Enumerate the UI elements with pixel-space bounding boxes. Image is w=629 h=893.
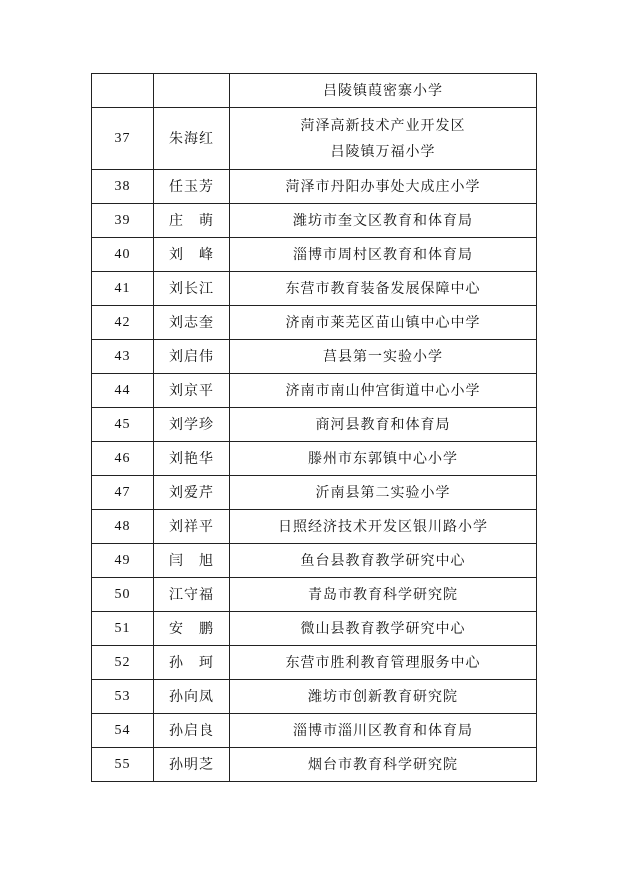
row-number: 54 (92, 714, 154, 748)
row-unit: 青岛市教育科学研究院 (230, 578, 537, 612)
table-row-continuation (92, 74, 537, 108)
roster-table (91, 73, 537, 782)
row-number: 38 (92, 170, 154, 204)
row-number: 55 (92, 748, 154, 782)
table-row (92, 612, 537, 646)
row-number: 52 (92, 646, 154, 680)
row-number: 51 (92, 612, 154, 646)
row-name (154, 74, 230, 108)
row-unit (230, 108, 537, 170)
row-name: 刘启伟 (154, 340, 230, 374)
row-name: 闫 旭 (154, 544, 230, 578)
row-number: 43 (92, 340, 154, 374)
table-row (92, 374, 537, 408)
row-number: 50 (92, 578, 154, 612)
row-unit: 菏泽市丹阳办事处大成庄小学 (230, 170, 537, 204)
row-unit: 淄博市周村区教育和体育局 (230, 238, 537, 272)
row-name: 刘志奎 (154, 306, 230, 340)
row-unit: 济南市莱芜区苗山镇中心中学 (230, 306, 537, 340)
row-unit: 莒县第一实验小学 (230, 340, 537, 374)
row-name: 刘 峰 (154, 238, 230, 272)
row-name: 孙明芝 (154, 748, 230, 782)
row-unit: 鱼台县教育教学研究中心 (230, 544, 537, 578)
table-row (92, 646, 537, 680)
row-name: 任玉芳 (154, 170, 230, 204)
row-unit: 微山县教育教学研究中心 (230, 612, 537, 646)
row-number: 37 (92, 108, 154, 170)
roster-table-body (92, 74, 537, 782)
row-unit: 沂南县第二实验小学 (230, 476, 537, 510)
row-number: 41 (92, 272, 154, 306)
row-unit: 商河县教育和体育局 (230, 408, 537, 442)
row-unit: 日照经济技术开发区银川路小学 (230, 510, 537, 544)
table-row (92, 408, 537, 442)
row-name: 刘艳华 (154, 442, 230, 476)
table-row (92, 714, 537, 748)
table-row (92, 544, 537, 578)
table-row (92, 306, 537, 340)
row-unit: 济南市南山仲宫街道中心小学 (230, 374, 537, 408)
table-row (92, 340, 537, 374)
table-row (92, 748, 537, 782)
row-name: 刘祥平 (154, 510, 230, 544)
row-number: 53 (92, 680, 154, 714)
table-row (92, 578, 537, 612)
row-unit: 淄博市淄川区教育和体育局 (230, 714, 537, 748)
row-name: 孙启良 (154, 714, 230, 748)
row-name: 江守福 (154, 578, 230, 612)
table-row (92, 272, 537, 306)
table-row (92, 680, 537, 714)
row-name: 孙向凤 (154, 680, 230, 714)
row-number: 47 (92, 476, 154, 510)
row-unit (230, 74, 537, 108)
table-row (92, 476, 537, 510)
row-unit: 潍坊市创新教育研究院 (230, 680, 537, 714)
row-unit: 东营市胜利教育管理服务中心 (230, 646, 537, 680)
row-unit: 东营市教育装备发展保障中心 (230, 272, 537, 306)
row-name: 刘京平 (154, 374, 230, 408)
row-unit: 滕州市东郭镇中心小学 (230, 442, 537, 476)
row-name: 朱海红 (154, 108, 230, 170)
row-number: 48 (92, 510, 154, 544)
row-name: 孙 珂 (154, 646, 230, 680)
table-row (92, 204, 537, 238)
row-number: 40 (92, 238, 154, 272)
table-row (92, 170, 537, 204)
row-unit-line: 吕陵镇葭密寨小学 (323, 82, 443, 99)
row-name: 刘长江 (154, 272, 230, 306)
row-unit-line: 吕陵镇万福小学 (330, 143, 436, 160)
row-number (92, 74, 154, 108)
row-unit: 潍坊市奎文区教育和体育局 (230, 204, 537, 238)
row-number: 44 (92, 374, 154, 408)
table-row (92, 510, 537, 544)
row-number: 42 (92, 306, 154, 340)
row-number: 49 (92, 544, 154, 578)
row-number: 39 (92, 204, 154, 238)
row-name: 刘学珍 (154, 408, 230, 442)
table-row (92, 238, 537, 272)
row-number: 45 (92, 408, 154, 442)
row-name: 刘爱芹 (154, 476, 230, 510)
row-name: 庄 萌 (154, 204, 230, 238)
row-unit: 烟台市教育科学研究院 (230, 748, 537, 782)
row-unit-line: 菏泽高新技术产业开发区 (300, 117, 466, 134)
table-row (92, 108, 537, 170)
row-number: 46 (92, 442, 154, 476)
table-row (92, 442, 537, 476)
row-name: 安 鹏 (154, 612, 230, 646)
